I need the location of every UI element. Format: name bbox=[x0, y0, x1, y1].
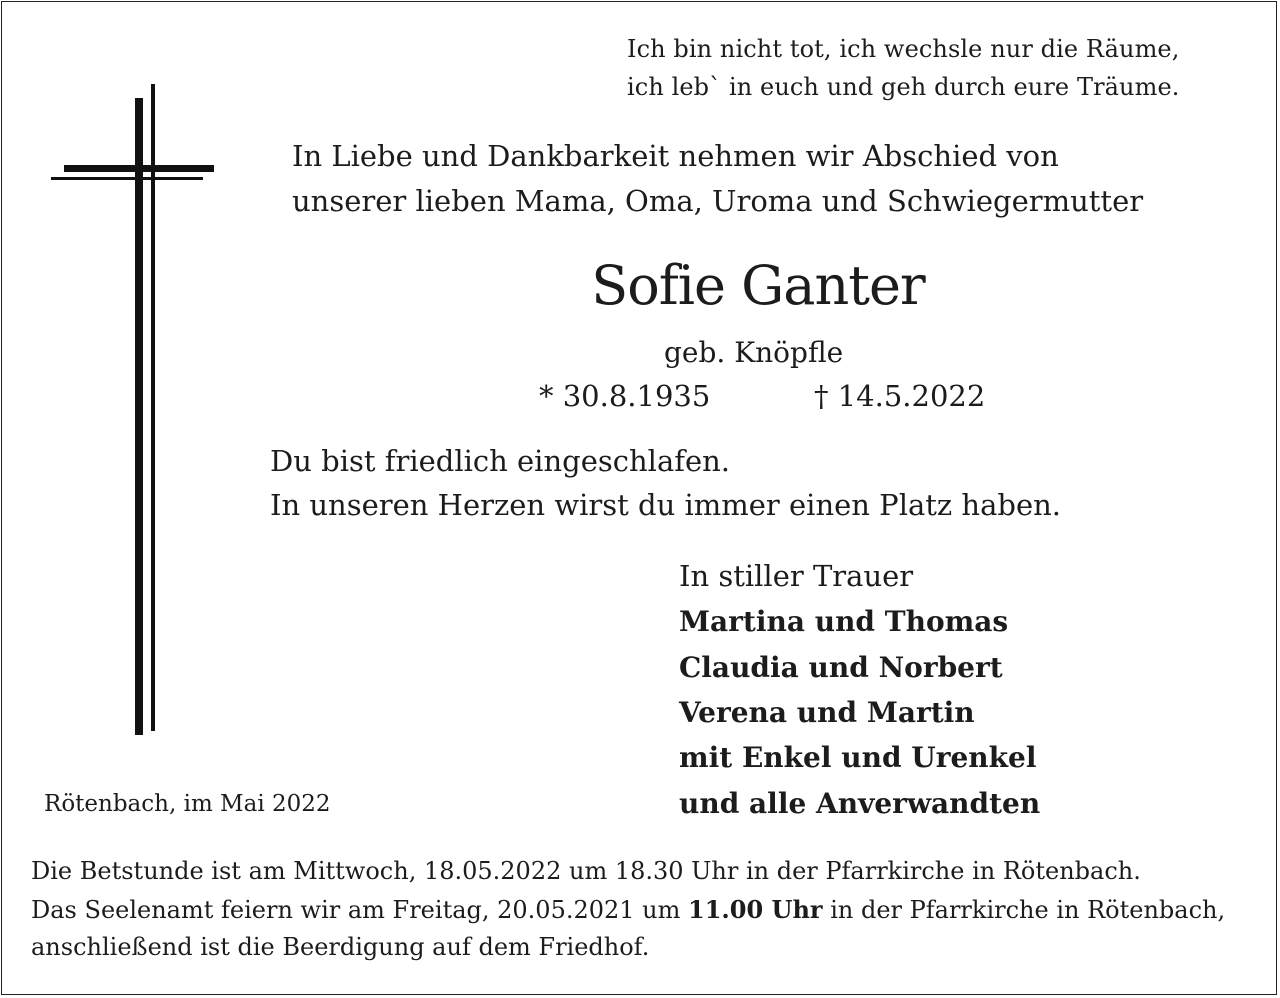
verse-line-1: Du bist friedlich eingeschlafen. bbox=[270, 444, 731, 478]
maiden-name: geb. Knöpfle bbox=[664, 336, 844, 369]
mourners-heading: In stiller Trauer bbox=[679, 559, 914, 593]
birth-date: * 30.8.1935 bbox=[539, 379, 711, 413]
intro-line-1: In Liebe und Dankbarkeit nehmen wir Abschied von bbox=[292, 139, 1059, 173]
mourner-name: mit Enkel und Urenkel bbox=[679, 741, 1037, 774]
notice-line-2-end: in der Pfarrkirche in Rötenbach, bbox=[822, 896, 1226, 924]
service-time: 11.00 Uhr bbox=[688, 895, 823, 924]
notice-line-2 bbox=[31, 895, 1225, 924]
place-date: Rötenbach, im Mai 2022 bbox=[44, 791, 331, 817]
intro-line-2: unserer lieben Mama, Oma, Uroma und Schwiegermutter bbox=[292, 184, 1144, 218]
verse-line-2: In unseren Herzen wirst du immer einen Platz haben. bbox=[270, 488, 1062, 522]
mourner-name: Martina und Thomas bbox=[679, 605, 1009, 638]
notice-line-1: Die Betstunde ist am Mittwoch, 18.05.2022 um 18.30 Uhr in der Pfarrkirche in Rötenbach. bbox=[31, 857, 1141, 885]
deceased-name: Sofie Ganter bbox=[591, 254, 925, 317]
death-date: † 14.5.2022 bbox=[814, 379, 986, 413]
mourner-name: Verena und Martin bbox=[679, 696, 975, 729]
notice-line-2-start: Das Seelenamt feiern wir am Freitag, 20.05.2021 um bbox=[31, 896, 689, 924]
mourner-name: Claudia und Norbert bbox=[679, 651, 1003, 684]
mourner-name: und alle Anverwandten bbox=[679, 787, 1041, 820]
notice-line-3: anschließend ist die Beerdigung auf dem Friedhof. bbox=[31, 933, 650, 961]
obituary-frame bbox=[1, 1, 1277, 995]
motto-line-1: Ich bin nicht tot, ich wechsle nur die Räume, bbox=[627, 35, 1180, 63]
motto-line-2: ich leb` in euch und geh durch eure Träume. bbox=[627, 73, 1180, 101]
